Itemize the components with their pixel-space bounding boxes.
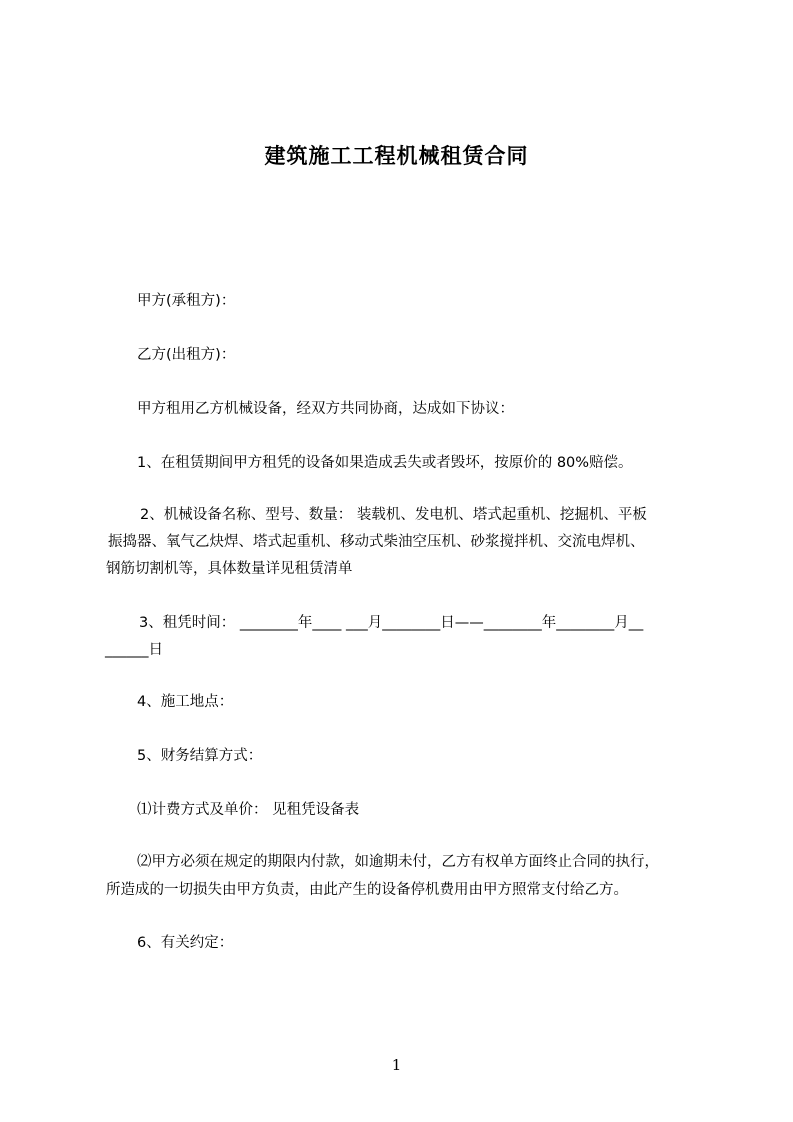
clause-3-line-1: 3、租凭时间： ________年____ ___月________日——________年________月__ [139,615,644,631]
document-title: 建筑施工工程机械租赁合同 [264,144,529,168]
clause-5-2-line-1: ⑵甲方必须在规定的期限内付款，如逾期未付，乙方有权单方面终止合同的执行， [137,854,659,870]
clause-3-line-2: ______日 [105,642,163,658]
clause-4: 4、施工地点： [137,694,234,710]
clause-2-line-1: 2、机械设备名称、型号、数量： 装载机、发电机、塔式起重机、挖掘机、平板 [140,507,647,523]
clause-5: 5、财务结算方式： [137,748,263,764]
page-number: 1 [391,1056,402,1074]
clause-1: 1、在租赁期间甲方租凭的设备如果造成丢失或者毁坏，按原价的 80%赔偿。 [137,455,633,471]
party-a-line: 甲方(承租方)： [137,293,236,309]
clause-2-line-3: 钢筋切割机等，具体数量详见租赁清单 [106,561,353,577]
clause-2-line-2: 振捣器、氧气乙炔焊、塔式起重机、移动式柴油空压机、砂浆搅拌机、交流电焊机、 [108,534,645,550]
intro-paragraph: 甲方租用乙方机械设备，经双方共同协商，达成如下协议： [137,401,514,417]
clause-5-1: ⑴计费方式及单价： 见租凭设备表 [137,802,360,818]
party-b-line: 乙方(出租方)： [137,347,236,363]
clause-5-2-line-2: 所造成的一切损失由甲方负责，由此产生的设备停机费用由甲方照常支付给乙方。 [106,882,628,898]
clause-6: 6、有关约定： [137,935,234,951]
